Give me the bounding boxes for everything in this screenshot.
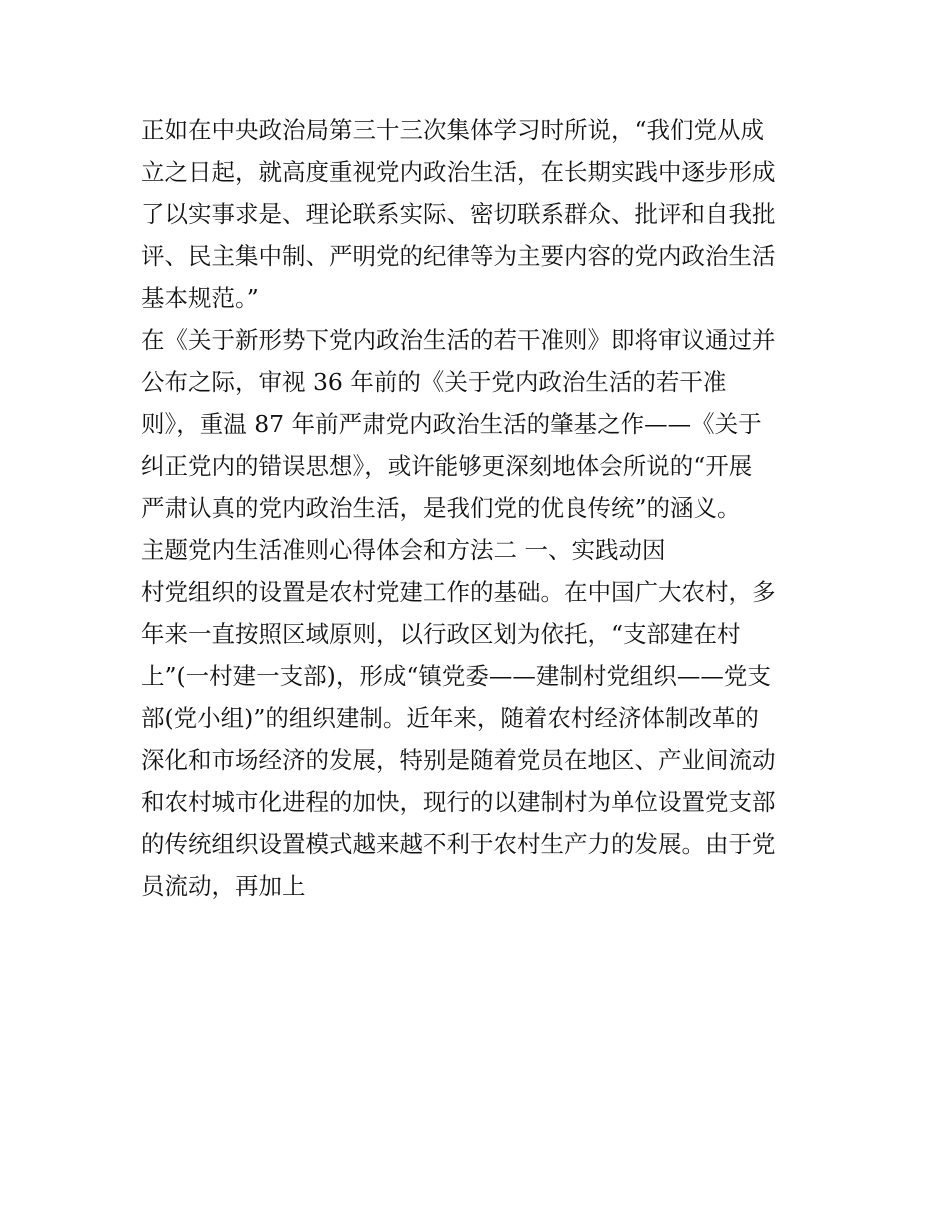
- text-line: 严肃认真的党内政治生活，是我们党的优良传统”的涵义。: [141, 494, 741, 522]
- text-line: 纠正党内的错误思想》，或许能够更深刻地体会所说的“开展: [141, 452, 753, 480]
- text-line: 评、民主集中制、严明党的纪律等为主要内容的党内政治生活: [141, 242, 776, 270]
- text-line: 则》，重温 87 年前严肃党内政治生活的肇基之作——《关于: [141, 410, 762, 438]
- section-heading: 主题党内生活准则心得体会和方法二 一、实践动因: [141, 536, 666, 564]
- text-line: 村党组织的设置是农村党建工作的基础。在中国广大农村，多: [141, 578, 776, 606]
- text-line: 立之日起，就高度重视党内政治生活，在长期实践中逐步形成: [141, 158, 776, 186]
- text-line: 了以实事求是、理论联系实际、密切联系群众、批评和自我批: [141, 200, 776, 228]
- text-line: 年来一直按照区域原则，以行政区划为依托，“支部建在村: [141, 620, 741, 648]
- text-line: 上”(一村建一支部)，形成“镇党委——建制村党组织——党支: [141, 662, 771, 690]
- text-line: 的传统组织设置模式越来越不利于农村生产力的发展。由于党: [141, 830, 776, 858]
- document-body: [141, 109, 821, 907]
- text-line: 公布之际，审视 36 年前的《关于党内政治生活的若干准: [141, 368, 727, 396]
- text-line: 深化和市场经济的发展，特别是随着党员在地区、产业间流动: [141, 746, 776, 774]
- text-line: 员流动，再加上: [141, 872, 306, 900]
- text-line: 和农村城市化进程的加快，现行的以建制村为单位设置党支部: [141, 788, 776, 816]
- text-line: 基本规范。”: [141, 284, 259, 312]
- text-line: 正如在中央政治局第三十三次集体学习时所说，“我们党从成: [141, 116, 765, 144]
- text-line: 在《关于新形势下党内政治生活的若干准则》即将审议通过并: [141, 326, 776, 354]
- text-line: 部(党小组)”的组织建制。近年来，随着农村经济体制改革的: [141, 704, 759, 732]
